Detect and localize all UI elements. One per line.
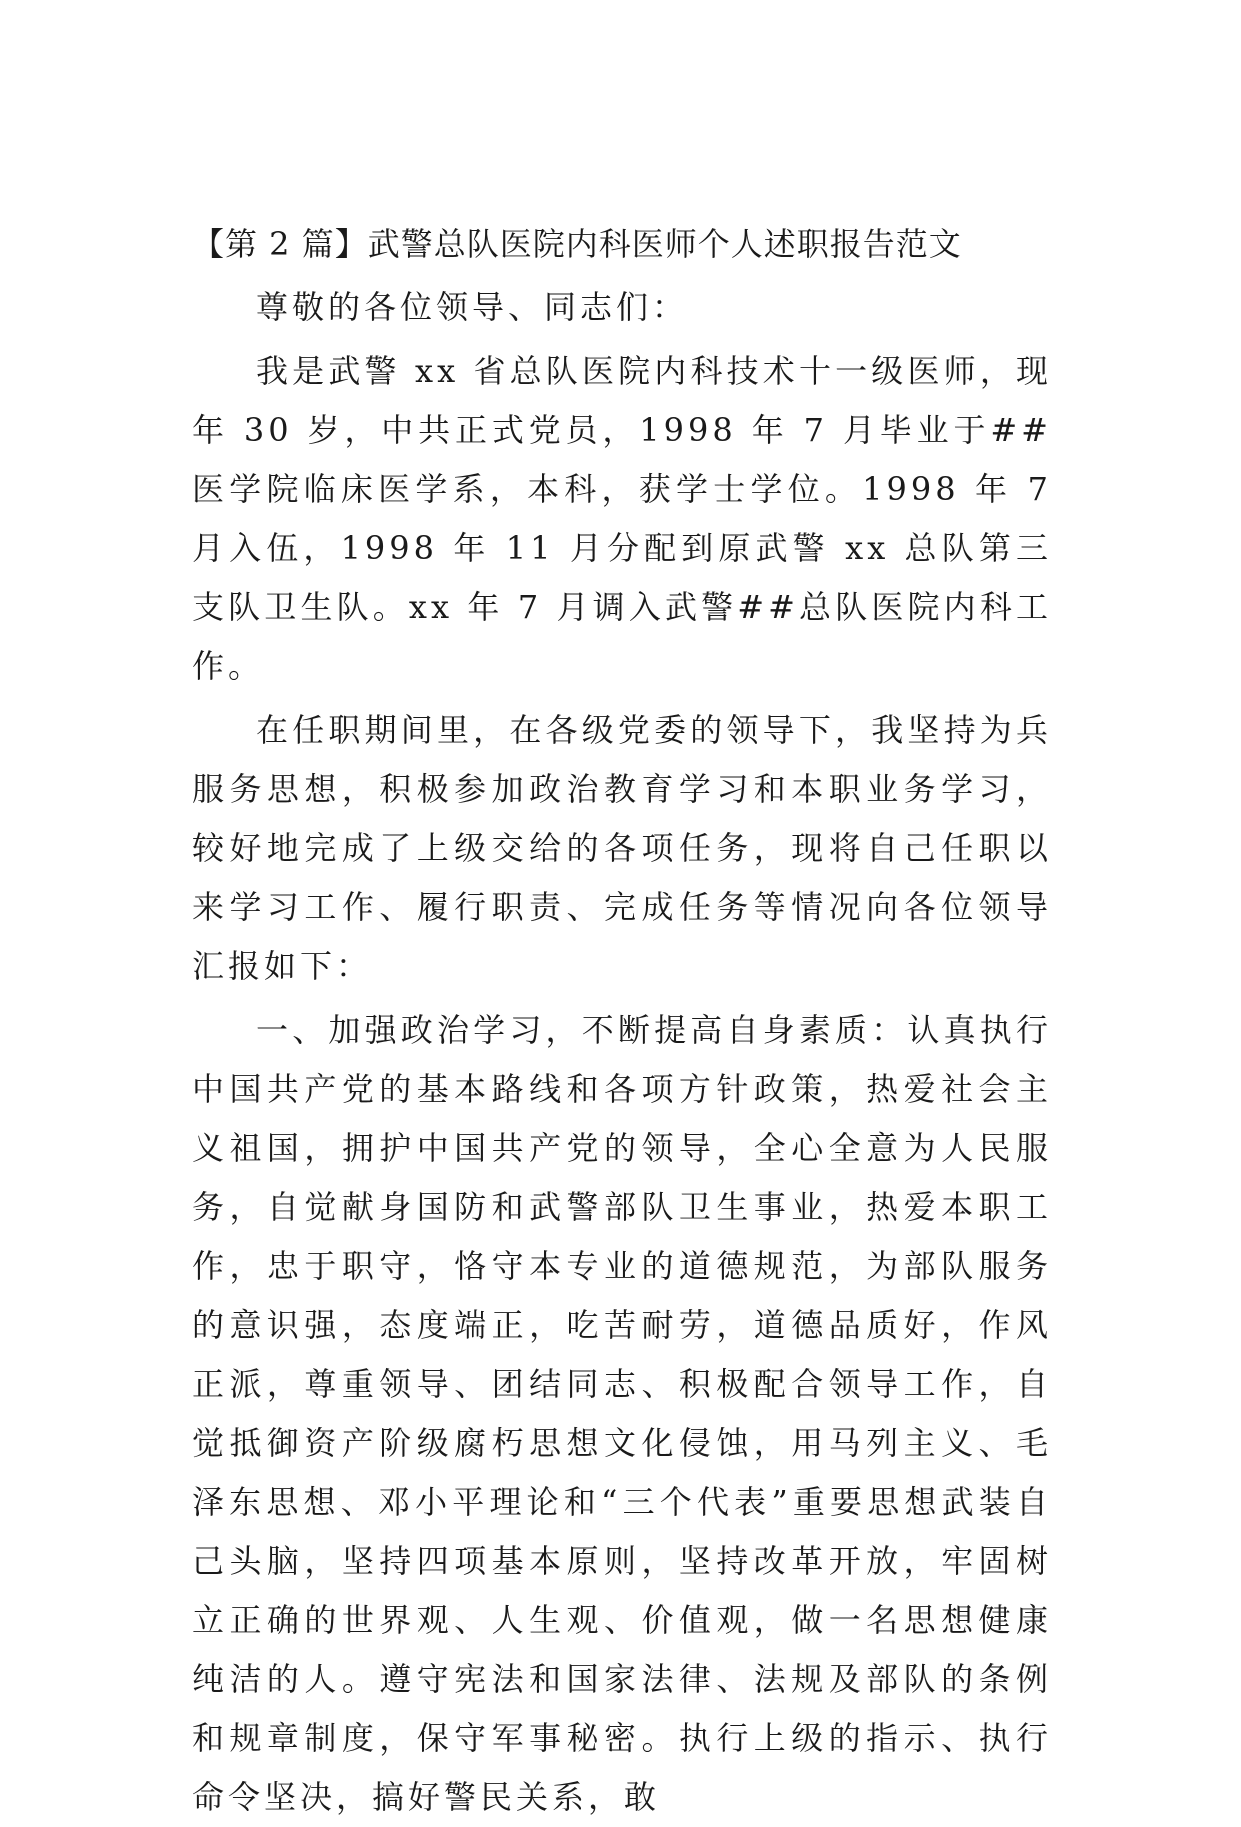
salutation-paragraph: 尊敬的各位领导、同志们： <box>256 288 689 326</box>
section-one-paragraph: 一、加强政治学习，不断提高自身素质：认真执行中国共产党的基本路线和各项方针政策，热爱社会主义祖国，拥护中国共产党的领导，全心全意为人民服务，自觉献身国防和武警部队卫生事业，热爱本职工作，忠于职守，恪守本专业的道德规范，为部队服务的意识强，态度端正，吃苦耐劳，道德品质好，作风正派，尊重领导、团结同志、积极配合领导工作，自觉抵御资产阶级腐朽思想文化侵蚀，用马列主义、毛泽东思想、邓小平理论和“三个代表”重要思想武装自己头脑，坚持四项基本原则，坚持改革开放，牢固树立正确的世界观、人生观、价值观，做一名思想健康纯洁的人。遵守宪法和国家法律、法规及部队的条例和规章制度，保守军事秘密。执行上级的指示、执行命令坚决，搞好警民关系，敢 <box>192 1011 1052 1816</box>
document-title: 【第 2 篇】武警总队医院内科医师个人述职报告范文 <box>192 225 962 263</box>
overview-paragraph: 在任职期间里，在各级党委的领导下，我坚持为兵服务思想，积极参加政治教育学习和本职业务学习，较好地完成了上级交给的各项任务，现将自己任职以来学习工作、履行职责、完成任务等情况向各位领导汇报如下： <box>192 711 1052 985</box>
document-body <box>192 224 1052 1827</box>
intro-paragraph: 我是武警 xx 省总队医院内科技术十一级医师，现年 30 岁，中共正式党员，1998 年 7 月毕业于##医学院临床医学系，本科，获学士学位。1998 年 7 月入伍，1998 年 11 月分配到原武警 xx 总队第三支队卫生队。xx 年 7 月调入武警##总队医院内科工作。 <box>192 352 1052 685</box>
